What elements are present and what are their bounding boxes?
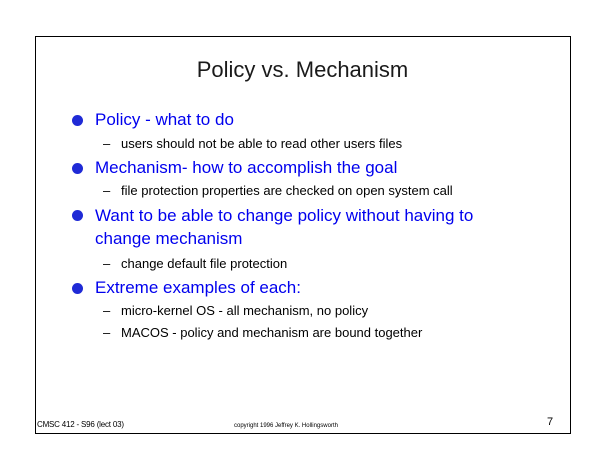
bullet-policy: Policy - what to do — [95, 110, 234, 129]
sub-bullet-extreme-2 — [103, 325, 422, 341]
page-number: 7 — [547, 416, 554, 428]
footer-copyright: copyright 1996 Jeffrey K. Hollingsworth — [234, 423, 338, 429]
sub-bullet-text: users should not be able to read other users files — [121, 136, 403, 151]
bullet-change-policy-line1: Want to be able to change policy without having to — [95, 206, 474, 225]
dash: – — [103, 256, 111, 271]
sub-bullet-change-policy-1 — [103, 256, 287, 272]
bullet-dot — [72, 163, 83, 174]
dash: – — [103, 136, 111, 151]
dash: – — [103, 183, 111, 198]
bullet-dot — [72, 210, 83, 221]
sub-bullet-text: file protection properties are checked on open system call — [121, 183, 453, 198]
bullet-mechanism: Mechanism- how to accomplish the goal — [95, 158, 398, 177]
bullet-change-policy-line2: change mechanism — [95, 229, 243, 248]
bullet-dot — [72, 283, 83, 294]
sub-bullet-text: MACOS - policy and mechanism are bound together — [121, 325, 423, 340]
dash: – — [103, 325, 111, 340]
dash: – — [103, 303, 111, 318]
sub-bullet-policy-1 — [103, 136, 402, 152]
bullet-dot — [72, 115, 83, 126]
sub-bullet-mechanism-1 — [103, 183, 453, 199]
footer-course-label: CMSC 412 - S96 (lect 03) — [37, 420, 124, 429]
slide-title: Policy vs. Mechanism — [196, 57, 409, 82]
sub-bullet-extreme-1 — [103, 303, 368, 319]
sub-bullet-text: micro-kernel OS - all mechanism, no policy — [121, 303, 369, 318]
bullet-extreme-examples: Extreme examples of each: — [95, 278, 301, 297]
sub-bullet-text: change default file protection — [121, 256, 288, 271]
